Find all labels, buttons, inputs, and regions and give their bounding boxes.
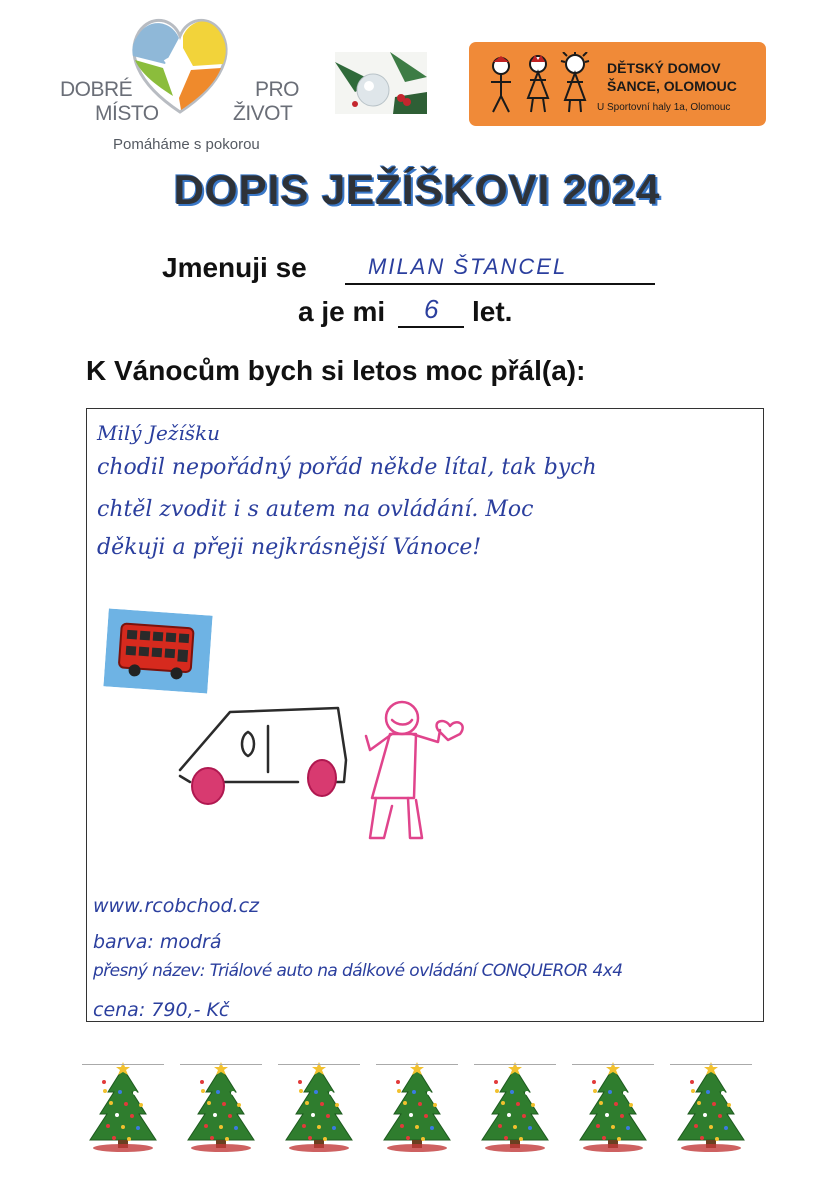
name-value: MILAN ŠTANCEL <box>368 254 568 279</box>
age-value: 6 <box>424 294 439 324</box>
christmas-trees-row <box>82 1060 772 1155</box>
age-underline <box>398 326 464 328</box>
detail-website: www.rcobchod.cz <box>93 895 260 917</box>
letter-line-greeting: Milý Ježíšku <box>97 421 220 445</box>
detsky-domov-logo <box>469 42 766 126</box>
wish-heading: K Vánocům bych si letos moc přál(a): <box>86 355 586 386</box>
name-underline <box>345 283 655 285</box>
dobre-misto-logo <box>55 12 300 153</box>
christmas-tree-icon <box>474 1060 556 1155</box>
logo-word-pro: PRO <box>255 78 300 101</box>
letter-line-2: chodil nepořádný pořád někde lítal, tak bych <box>97 455 597 480</box>
christmas-tree-icon <box>670 1060 752 1155</box>
orange-logo-line2: ŠANCE, OLOMOUC <box>607 78 737 94</box>
logo-word-misto: MÍSTO <box>95 102 159 125</box>
orange-logo-line1: DĚTSKÝ DOMOV <box>607 60 721 76</box>
detail-color: barva: modrá <box>93 931 222 953</box>
three-children-icon <box>483 52 598 118</box>
orange-logo-address: U Sportovní haly 1a, Olomouc <box>597 102 731 113</box>
letter-title: DOPIS JEŽÍŠKOVI 2024 <box>173 166 661 213</box>
age-label: a je mi <box>298 296 386 327</box>
letter-line-4: děkuji a přeji nejkrásnější Vánoce! <box>97 535 482 560</box>
detail-price: cena: 790,- Kč <box>93 999 230 1021</box>
christmas-tree-icon <box>572 1060 654 1155</box>
christmas-tree-icon <box>376 1060 458 1155</box>
detail-product-name: přesný název: Triálové auto na dálkové ovládání CONQUEROR 4x4 <box>93 961 623 981</box>
christmas-tree-icon <box>180 1060 262 1155</box>
logo-tagline: Pomáháme s pokorou <box>113 136 260 153</box>
age-suffix: let. <box>472 296 513 327</box>
christmas-ornament-photo <box>335 52 427 114</box>
logo-word-dobre: DOBRÉ <box>60 78 133 101</box>
christmas-tree-icon <box>82 1060 164 1155</box>
name-label: Jmenuji se <box>162 252 307 283</box>
christmas-tree-icon <box>278 1060 360 1155</box>
child-drawing <box>170 690 490 850</box>
bus-sticker <box>103 608 212 693</box>
logo-word-zivot: ŽIVOT <box>233 102 293 125</box>
letter-line-3: chtěl zvodit i s autem na ovládání. Moc <box>97 497 534 522</box>
